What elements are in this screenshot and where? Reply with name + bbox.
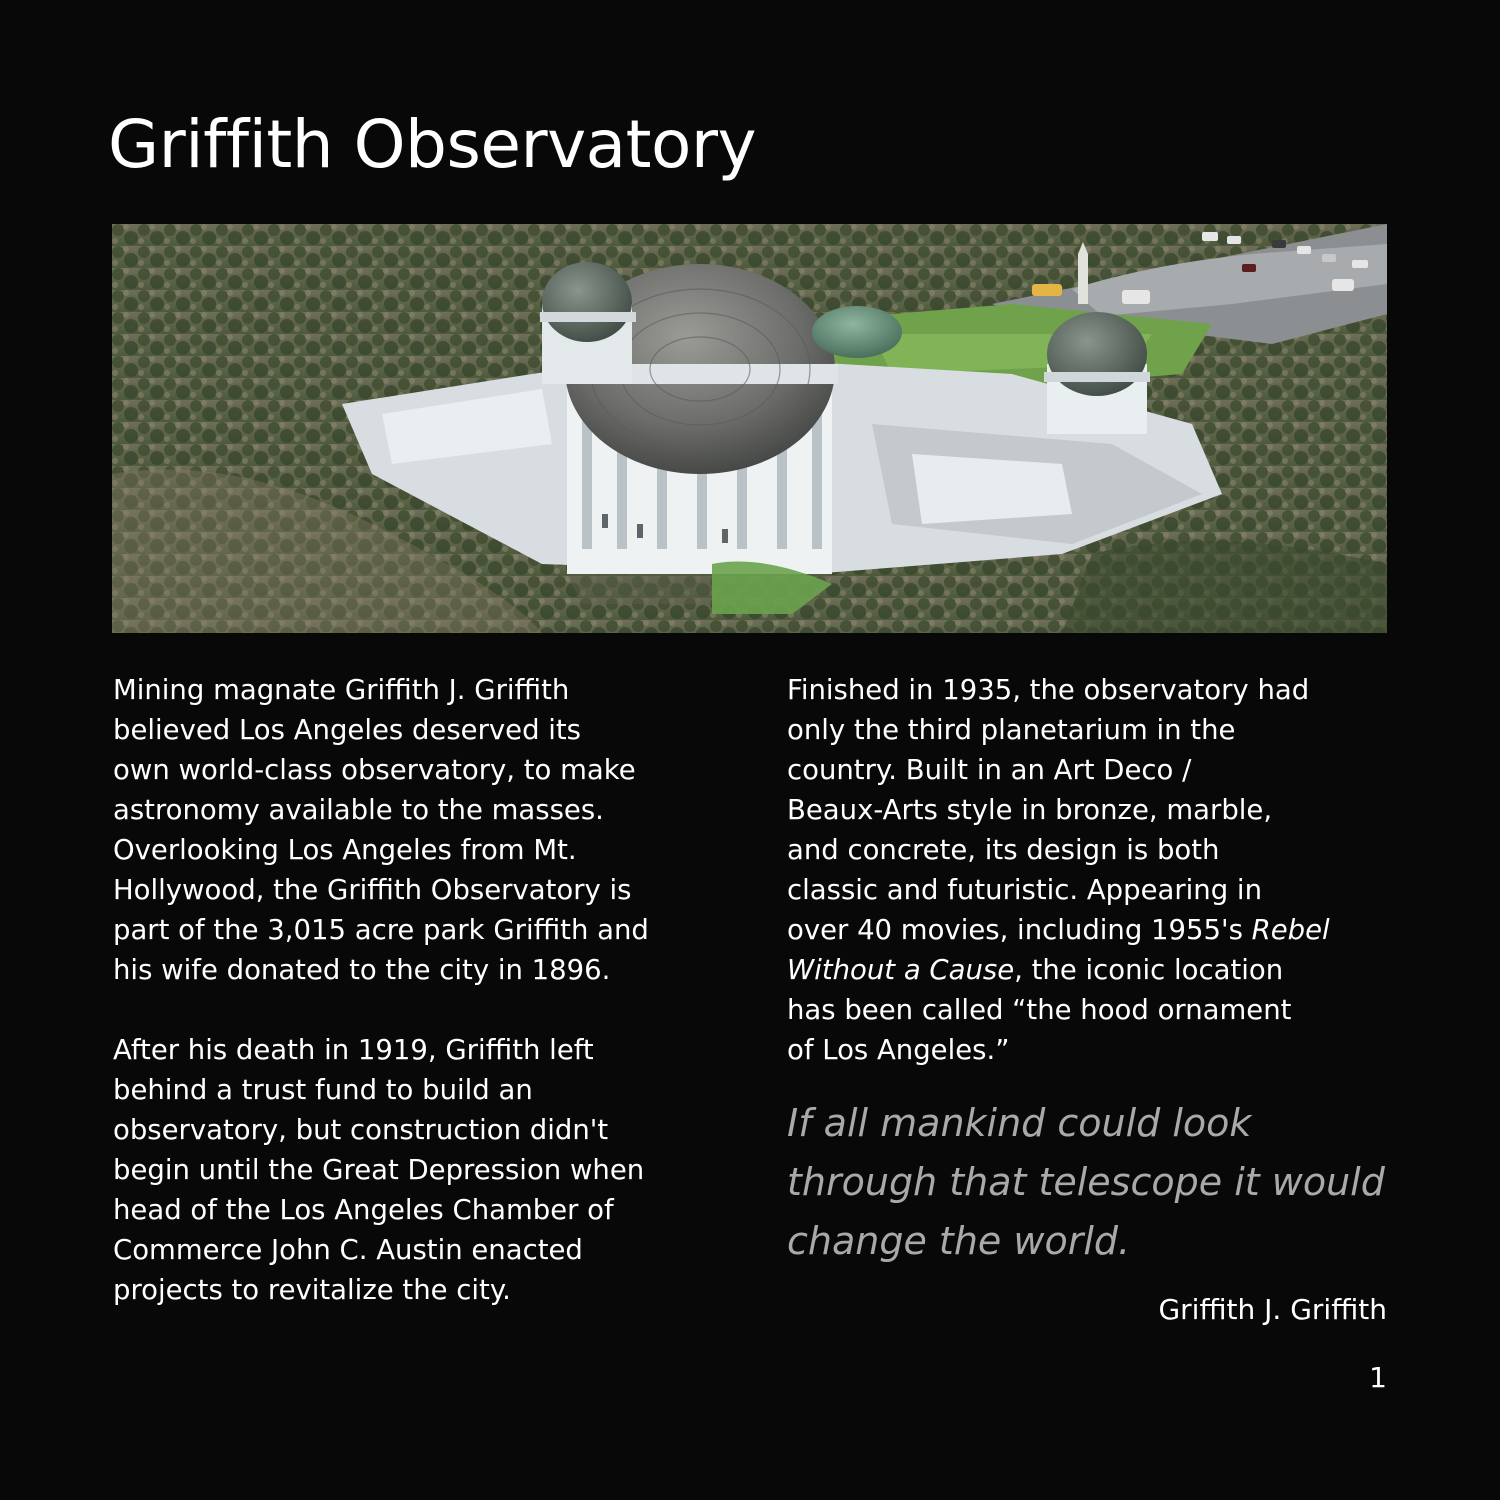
paragraph-construction: After his death in 1919, Griffith left behind a trust fund to build an observatory, but construction didn't begin until the Great Depression when head of the Los Angeles Chamber of Commerce John C. Austin enacted projects to revitalize the city. <box>113 1034 645 1306</box>
paragraph-design: Finished in 1935, the observatory had only the third planetarium in the country. Built in an Art Deco / Beaux-Arts style in bronze, marble, and concrete, its design is both classic and futuristic. Appearing in over 40 movies, including 1955's Rebel Without a Cause, the iconic location has been called “the hood ornament of Los Angeles.” <box>787 674 1330 1066</box>
left-column <box>113 670 713 1310</box>
right-column <box>787 670 1387 1070</box>
page-number: 1 <box>1369 1361 1387 1394</box>
page-title: Griffith Observatory <box>108 106 757 183</box>
pull-quote: If all mankind could look through that telescope it would change the world. <box>787 1101 1385 1263</box>
quote-attribution: Griffith J. Griffith <box>1158 1293 1387 1326</box>
movie-title-part-1: Rebel <box>1251 914 1330 946</box>
movie-title-part-2: Without a Cause <box>787 954 1015 986</box>
paragraph-history: Mining magnate Griffith J. Griffith believed Los Angeles deserved its own world-class observatory, to make astronomy available to the masses. Overlooking Los Angeles from Mt. Hollywood, the Griffith Observatory is part of the 3,015 acre park Griffith and his wife donated to the city in 1896. <box>113 674 649 986</box>
observatory-photo <box>112 224 1387 633</box>
